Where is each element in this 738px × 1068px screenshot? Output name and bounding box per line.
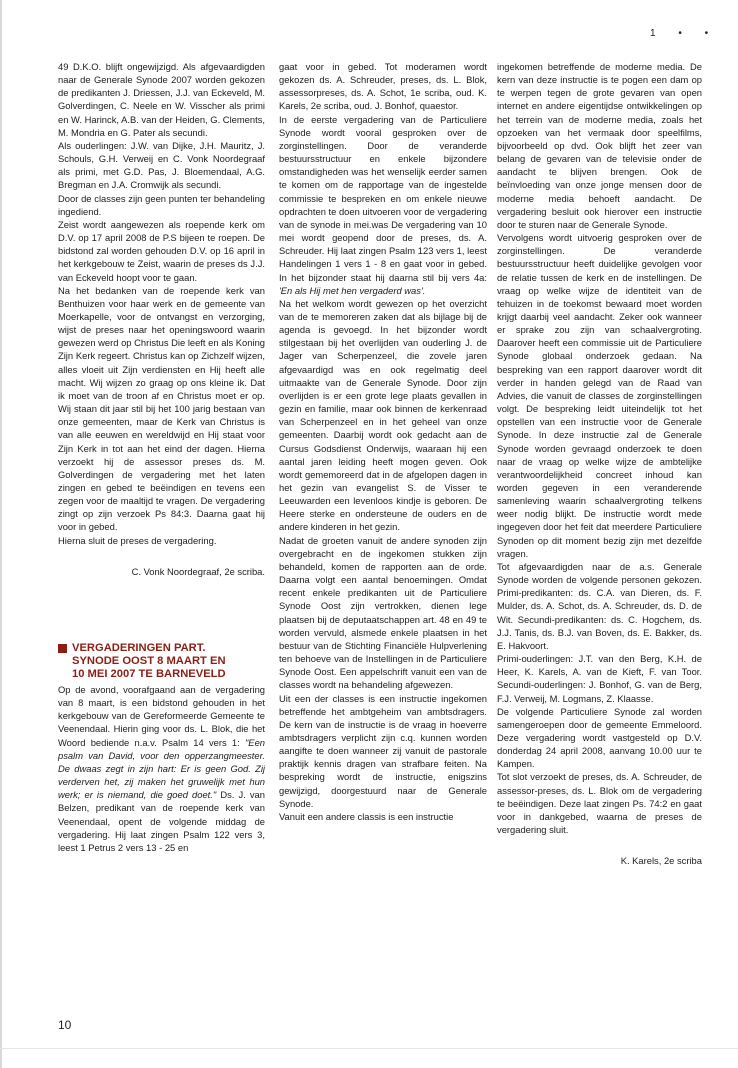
article-heading <box>58 642 265 681</box>
paragraph: Na het welkom wordt gewezen op het overzicht van de te memoreren zaken dat als bijlage bij de agenda is gevoegd. In het bijzonder wordt stilgestaan bij het overlijden van ouderling J. de Jager van Scherpenzeel, die zovele jaren afgevaardigd was en ook regelmatig deel uitmaakte van de Generale Synode. Door zijn overlijden is er een grote lege plaats gevallen in gezin en familie, maar ook binnen de kerkenraad van Scherpenzeel en in het geheel van onze gemeenten. Daarbij wordt ook gedacht aan de Cursus Godsdienst Onderwijs, waaraan hij een aantal jaren leiding heeft mogen geven. Ook wordt gememoreerd dat in de afgelopen dagen in het gezin van evangelist S. de Visser te Leeuwarden een levenloos kindje is geboren. De Heere sterke en ondersteune de ouders en de andere kinderen in het gezin. <box>279 297 487 533</box>
page-number: 10 <box>58 1018 72 1032</box>
paragraph: Primi-ouderlingen: J.T. van den Berg, K.H. de Heer, K. Karels, A. van de Kieft, F. van Toor. Secundi-ouderlingen: J. Bonhof, G. van de Berg, F.J. Verweij, M. Logmans, Z. Klaasse. <box>497 653 702 704</box>
paragraph: Door de classes zijn geen punten ter behandeling ingediend. <box>58 192 265 217</box>
header-marks: 1 • • <box>650 28 719 39</box>
paragraph: ingekomen betreffende de moderne media. De kern van deze instructie is te pogen een dam op te werpen tegen de grote gevaren van open internet en andere eigentijdse ontwikkelingen op het terrein van de moderne media, zoals het opzoeken van het vermaak door speelfilms, bijvoorbeeld op dvd. Ook blijft het zeer van belang de gevaren van de televisie onder de aandacht te blijven brengen. Ook de beïnvloeding van onze jonge mensen door de moderne media behoeft aandacht. De vergadering besluit ook hierover een instructie door te sturen naar de Generale Synode. <box>497 61 702 230</box>
paragraph: Tot afgevaardigden naar de a.s. Generale Synode worden de volgende personen gekozen. Primi-predikanten: ds. C.A. van Dieren, ds. F. Mulder, ds. A. Schot, ds. A. Schreuder, ds. D. de Wit. Secundi-predikanten: ds. C. Hogchem, ds. J.J. Tanis, ds. B.J. van Boven, ds. E. Bakker, ds. E. Hakvoort. <box>497 560 702 651</box>
paragraph: De volgende Particuliere Synode zal worden samengeroepen door de gemeente Emmeloord. Deze vergadering wordt vastgesteld op D.V. donderdag 24 april 2008, aanvang 10.00 uur te Kampen. <box>497 705 702 770</box>
paragraph <box>58 683 265 854</box>
scripture-quote: 'En als Hij met hen vergaderd was'. <box>279 284 426 296</box>
heading-line: VERGADERINGEN PART. <box>72 641 206 654</box>
paragraph: Uit een der classes is een instructie ingekomen betreffende het ambtgeheim van ambtsdragers. De kern van de instructie is de vraag in hoeverre ambtsdragers verplicht zijn c.q. kunnen worden aangifte te doen wanneer zij vanuit de pastorale praktijk kennis dragen van strafbare feiten. Na bespreking wordt de instructie, enigszins gewijzigd, doorgestuurd naar de Generale Synode. <box>279 692 487 809</box>
paragraph: Tot slot verzoekt de preses, ds. A. Schreuder, de assessor-preses, ds. L. Blok om de vergadering te beëindigen. Deze laat zingen Ps. 74:2 en gaat voor in dankgebed, waarna de preses de vergadering sluit. <box>497 771 702 836</box>
text-run: In de eerste vergadering van de Particuliere Synode wordt vooral gesproken over de zorginstellingen. Door de veranderde bestuursstructuur en enkele bijzondere omstandigheden was het wenselijk eerder samen te komen om de rapportage van de ingestelde commissie te bespreken en om enkele nieuwe opdrachten te doen uitvoeren voor de vergadering van de synode in mei.was De vergadering van 10 mei wordt geopend door de preses, ds. A. Schreuder. Hij laat zingen Psalm 123 vers 1, leest Handelingen 1 vers 1 - 8 en gaat voor in gebed. In het bijzonder staat hij daarna stil bij vers 4a: <box>279 113 487 283</box>
heading-square-icon <box>58 644 67 653</box>
psalm-quote: "Een psalm van David, voor den opperzangmeester. De dwaas zegt in zijn hart: Er is geen God. Zij verderven het, zij maken het gruwelijk met hun werk; er is niemand, die goed doet." <box>58 736 265 801</box>
signature: C. Vonk Noordegraaf, 2e scriba. <box>131 565 265 577</box>
column-2 <box>279 60 487 823</box>
heading-line: SYNODE OOST 8 MAART EN <box>72 654 226 667</box>
text-run: Ds. J. van Belzen, predikant van de roepende kerk van Veenendaal, opent de volgende middag de vergadering. Hij laat zingen Psalm 122 vers 3, leest 1 Petrus 2 vers 13 - 25 en <box>58 789 265 853</box>
paragraph: Vanuit een andere classis is een instructie <box>279 810 454 822</box>
text-run: Op de avond, voorafgaand aan de vergadering van 8 maart, is een bidstond gehouden in het kerkgebouw van de Gereformeerde Gemeente te Veenendaal. Hierin ging voor ds. L. Blok, die het Woord bediende n.a.v. Psalm 14 vers 1: <box>58 683 265 748</box>
paragraph: gaat voor in gebed. Tot moderamen wordt gekozen ds. A. Schreuder, preses, ds. L. Blok, assessorpreses, ds. A. Schot, 1e scriba, oud. K. Karels, 2e scriba, oud. J. Bonhof, quaestor. <box>279 61 487 112</box>
paragraph: 49 D.K.O. blijft ongewijzigd. Als afgevaardigden naar de Generale Synode 2007 worden gekozen de predikanten J. Driessen, J.J. van Eckeveld, M. Golverdingen, C. Neele en W. Visscher als primi en W. Harinck, A.B. van der Heiden, G. Clements, M. Mondria en G. Pater als secundi. <box>58 61 265 138</box>
signature: K. Karels, 2e scriba <box>620 855 702 867</box>
paragraph: Nadat de groeten vanuit de andere synoden zijn overgebracht en de ingekomen stukken zijn behandeld, komen de rapporten aan de orde. Daarna volgt een aantal benoemingen. Omdat recent enkele predikanten uit de Particuliere Synode Oost zijn vertrokken, dienen lege plaatsen bij de deputaatschappen art. 48 en 49 te worden vervuld, alsmede enkele plaatsen in het bestuur van de Stichting Financiële Hulpverlening ten behoeve van de Instellingen in de Particuliere Synode Oost. Een appelschrift vanuit een van de classes wordt na behandeling afgewezen. <box>279 534 487 691</box>
heading-line: 10 MEI 2007 TE BARNEVELD <box>72 667 226 680</box>
paragraph: Zeist wordt aangewezen als roepende kerk om D.V. op 17 april 2008 de P.S bijeen te roepen. De bidstond zal worden gehouden D.V. op 16 april in het kerkgebouw te Zeist, waarin de preses ds J.J. van Eckeveld hoopt voor te gaan. <box>58 218 265 283</box>
column-3 <box>497 60 702 867</box>
paragraph: Hierna sluit de preses de vergadering. <box>58 534 217 546</box>
paragraph: Als ouderlingen: J.W. van Dijke, J.H. Mauritz, J. Schouls, G.H. Verweij en C. Vonk Noordegraaf als primi, met G.D. Pas, J. Bloemendaal, A.G. Bregman en J.A. Cromwijk als secundi. <box>58 139 265 191</box>
paragraph <box>279 113 487 297</box>
spacer <box>58 578 265 642</box>
paragraph: Vervolgens wordt uitvoerig gesproken over de zorginstellingen. De veranderde bestuursstructuur heeft duidelijke gevolgen voor de relatie tussen de kerk en de instellingen. De vraag op welke wijze de identiteit van de tehuizen in de toekomst bewaard moet worden krijgt daarbij veel aandacht. Zeker ook wanneer er sprake zou zijn van schaalvergroting. Daarover heeft een commissie uit de Particuliere Synode globaal onderzoek gedaan. Na bespreking van een rapport daarover wordt dit verder in handen gelegd van de Raad van Advies, die vanuit de classes de zorginstellingen volgt. De bespreking leidt uiteindelijk tot het opstellen van een instructie voor de Generale Synode. In deze instructie zal de Generale Synode worden gevraagd onderzoek te doen naar de vraag op welke wijze de ambtelijke verantwoordelijkheid concreet inhoud kan worden gegeven in een veranderende samenleving waarin schaalvergroting telkens weer nodig blijkt. De instructie wordt mede ingegeven door het feit dat meerdere Particuliere Synoden op dit moment bezig zijn met dezelfde vragen. <box>497 232 702 559</box>
bottom-rule <box>0 1048 738 1049</box>
page-edge-line <box>0 0 2 1068</box>
column-1 <box>58 60 265 854</box>
paragraph: Na het bedanken van de roepende kerk van Benthuizen voor haar werk en de gemeente van Moerkapelle, voor de ontvangst en verzorging, wijst de preses naar het openingswoord waarin gewezen werd op Christus Die leeft en als Koning Zijn Kerk regeert. Christus kan op Zichzelf wijzen, alles vloeit uit Zijn verdiensten en Hij heeft alle macht. Wij wijzen zo graag op ons kleine ik. Dat ik moet van de troon af en Christus moet er op. Wij staan dit jaar stil bij het 100 jarig bestaan van onze gemeenten, maar de Kerk van Christus is van alle eeuwen en wereldwijd en Hij staat voor Zijn Kerk in tot aan het eind der dagen. Hierna verzoekt hij de assessor preses ds. M. Golverdingen de vergadering met het laten zingen en gebed te beëindigen en tevens een zegen voor de maaltijd te vragen. De vergadering zingt op zijn verzoek Ps 84:3. Daarna gaat hij voor in gebed. <box>58 284 265 533</box>
